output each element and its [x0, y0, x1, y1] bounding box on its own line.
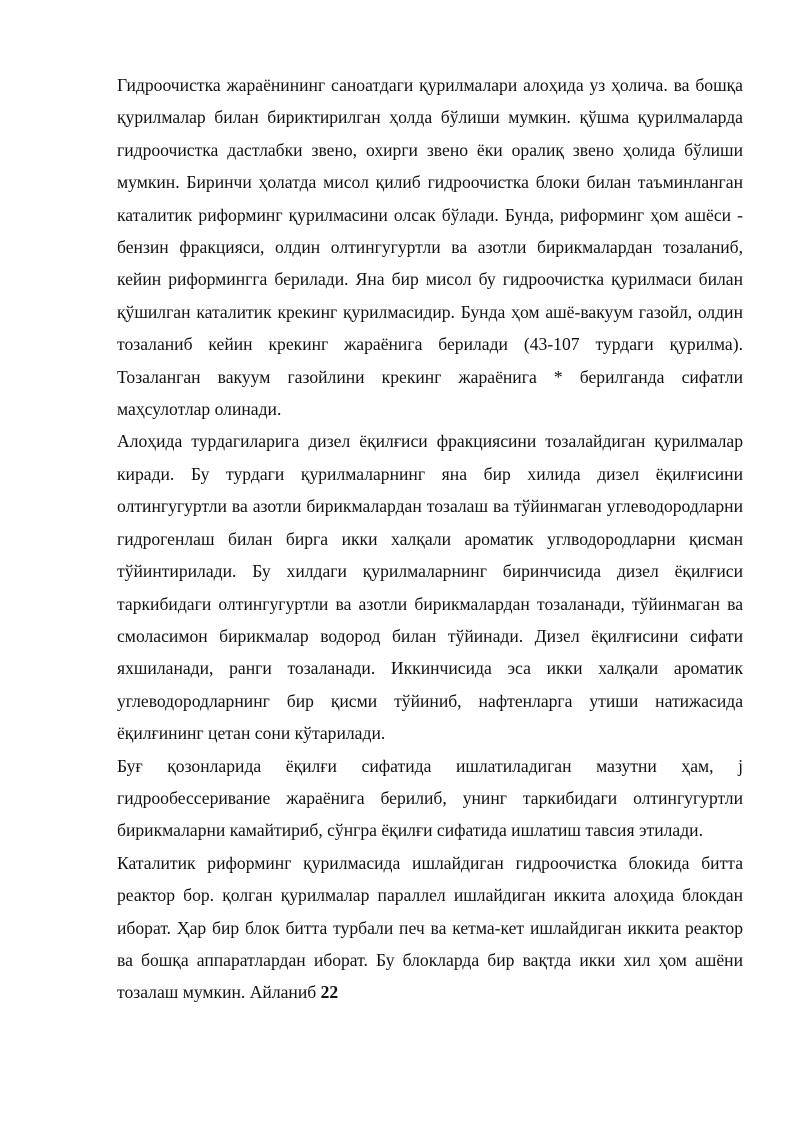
paragraph-reforming-block — [117, 847, 743, 1009]
paragraph-hydrotreating-units: Гидроочистка жараёнининг саноатдаги қурилмалари алоҳида уз ҳолича. ва бошқа қурилмалар билан бириктирилган ҳолда бўлиши мумкин. қўшма қурилмаларда гидроочистка дастлабки звено, охирги звено ёки оралиқ звено ҳолида бўлиши мумкин. Биринчи ҳолатда мисол қилиб гидроочистка блоки билан таъминланган каталитик риформинг қурилмасини олсак бўлади. Бунда, риформинг ҳом ашёси - бензин фракцияси, олдин олтингугуртли ва азотли бирикмалардан тозаланиб, кейин риформингга берилади. Яна бир мисол бу гидроочистка қурилмаси билан қўшилган каталитик крекинг қурилмасидир. Бунда ҳом ашё-вакуум газойл, олдин тозаланиб кейин крекинг жараёнига берилади (43-107 турдаги қурилма). Тозаланган вакуум газойлини крекинг жараёнига * берилганда сифатли маҳсулотлар олинади. — [117, 75, 743, 420]
paragraph-diesel-fuel-units: Алоҳида турдагиларига дизел ёқилғиси фракциясини тозалайдиган қурилмалар киради. Бу турдаги қурилмаларнинг яна бир хилида дизел ёқилғисини олтингугуртли ва азотли бирикмалардан тозалаш ва тўйинмаган углеводородларни гидрогенлаш билан бирга икки халқали ароматик углводородларни қисман тўйинтирилади. Бу хилдаги қурилмаларнинг биринчисида дизел ёқилғиси таркибидаги олтингугуртли ва азотли бирикмалардан тозаланади, тўйинмаган ва смоласимон бирикмалар водород билан тўйинади. Дизел ёқилғисини сифати яхшиланади, ранги тозаланади. Иккинчисида эса икки халқали ароматик углеводородларнинг бир қисми тўйиниб, нафтенларга утиши натижасида ёқилғининг цетан сони кўтарилади. — [117, 431, 743, 744]
document-page — [117, 69, 743, 1009]
page-number: 22 — [320, 982, 339, 1003]
paragraph-boiler-fuel-oil: Буғ қозонларида ёқилғи сифатида ишлатиладиган мазутни ҳам, j гидрообессеривание жараёнига берилиб, унинг таркибидаги олтингугуртли бирикмаларни камайтириб, сўнгра ёқилғи сифатида ишлатиш тавсия этилади. — [117, 755, 743, 841]
paragraph-reforming-block-text: Каталитик риформинг қурилмасида ишлайдиган гидроочистка блокида битта реактор бор. қолган қурилмалар параллел ишлайдиган иккита алоҳида блокдан иборат. Ҳар бир блок битта турбали печ ва кетма-кет ишлайдиган иккита реактор ва бошқа аппаратлардан иборат. Бу блокларда бир вақтда икки хил ҳом ашёни тозалаш мумкин. Айланиб — [117, 852, 743, 1003]
